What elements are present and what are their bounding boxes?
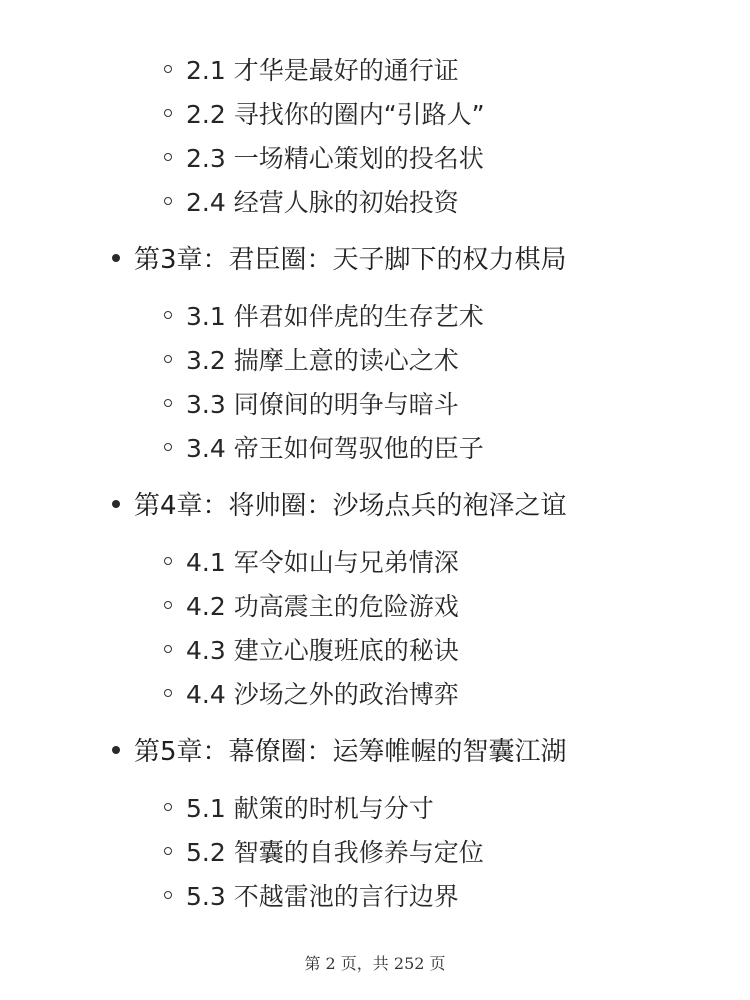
circle-bullet-icon [164,601,172,609]
toc-section-2-4 [164,190,459,215]
section-title: 3.2 揣摩上意的读心之术 [186,346,459,375]
section-title: 2.2 寻找你的圈内“引路人” [186,100,485,129]
toc-section-3-4 [164,436,484,461]
toc-section-5-3 [164,884,459,909]
chapter-title: 第5章：幕僚圈：运筹帷幄的智囊江湖 [134,737,567,767]
section-title: 2.3 一场精心策划的投名状 [186,144,484,173]
toc-section-3-3 [164,392,459,417]
circle-bullet-icon [164,443,172,451]
toc-section-4-3 [164,638,459,663]
section-title: 3.1 伴君如伴虎的生存艺术 [186,302,484,331]
circle-bullet-icon [164,891,172,899]
toc-section-4-2 [164,594,459,619]
disc-bullet-icon [112,254,120,262]
circle-bullet-icon [164,645,172,653]
toc-section-4-4 [164,682,459,707]
toc-section-2-1 [164,58,459,83]
toc-section-2-2 [164,102,485,127]
disc-bullet-icon [112,500,120,508]
section-title: 5.3 不越雷池的言行边界 [186,882,459,911]
section-title: 2.1 才华是最好的通行证 [186,56,459,85]
section-title: 5.1 献策的时机与分寸 [186,794,434,823]
circle-bullet-icon [164,311,172,319]
section-title: 4.1 军令如山与兄弟情深 [186,548,459,577]
circle-bullet-icon [164,197,172,205]
toc-section-3-2 [164,348,459,373]
disc-bullet-icon [112,746,120,754]
circle-bullet-icon [164,803,172,811]
circle-bullet-icon [164,399,172,407]
section-title: 3.4 帝王如何驾驭他的臣子 [186,434,484,463]
circle-bullet-icon [164,355,172,363]
toc-chapter-4 [112,493,567,519]
toc-section-5-1 [164,796,434,821]
circle-bullet-icon [164,689,172,697]
section-title: 3.3 同僚间的明争与暗斗 [186,390,459,419]
circle-bullet-icon [164,109,172,117]
chapter-title: 第4章：将帅圈：沙场点兵的袍泽之谊 [134,491,567,521]
section-title: 4.4 沙场之外的政治博弈 [186,680,459,709]
section-title: 2.4 经营人脉的初始投资 [186,188,459,217]
toc-section-2-3 [164,146,484,171]
toc-section-4-1 [164,550,459,575]
toc-section-3-1 [164,304,484,329]
section-title: 5.2 智囊的自我修养与定位 [186,838,484,867]
circle-bullet-icon [164,557,172,565]
section-title: 4.3 建立心腹班底的秘诀 [186,636,459,665]
toc-section-5-2 [164,840,484,865]
section-title: 4.2 功高震主的危险游戏 [186,592,459,621]
circle-bullet-icon [164,847,172,855]
toc-chapter-5 [112,739,567,765]
circle-bullet-icon [164,153,172,161]
toc-chapter-3 [112,247,567,273]
chapter-title: 第3章：君臣圈：天子脚下的权力棋局 [134,245,567,275]
circle-bullet-icon [164,65,172,73]
page-number-footer: 第 2 页，共 252 页 [304,954,446,973]
